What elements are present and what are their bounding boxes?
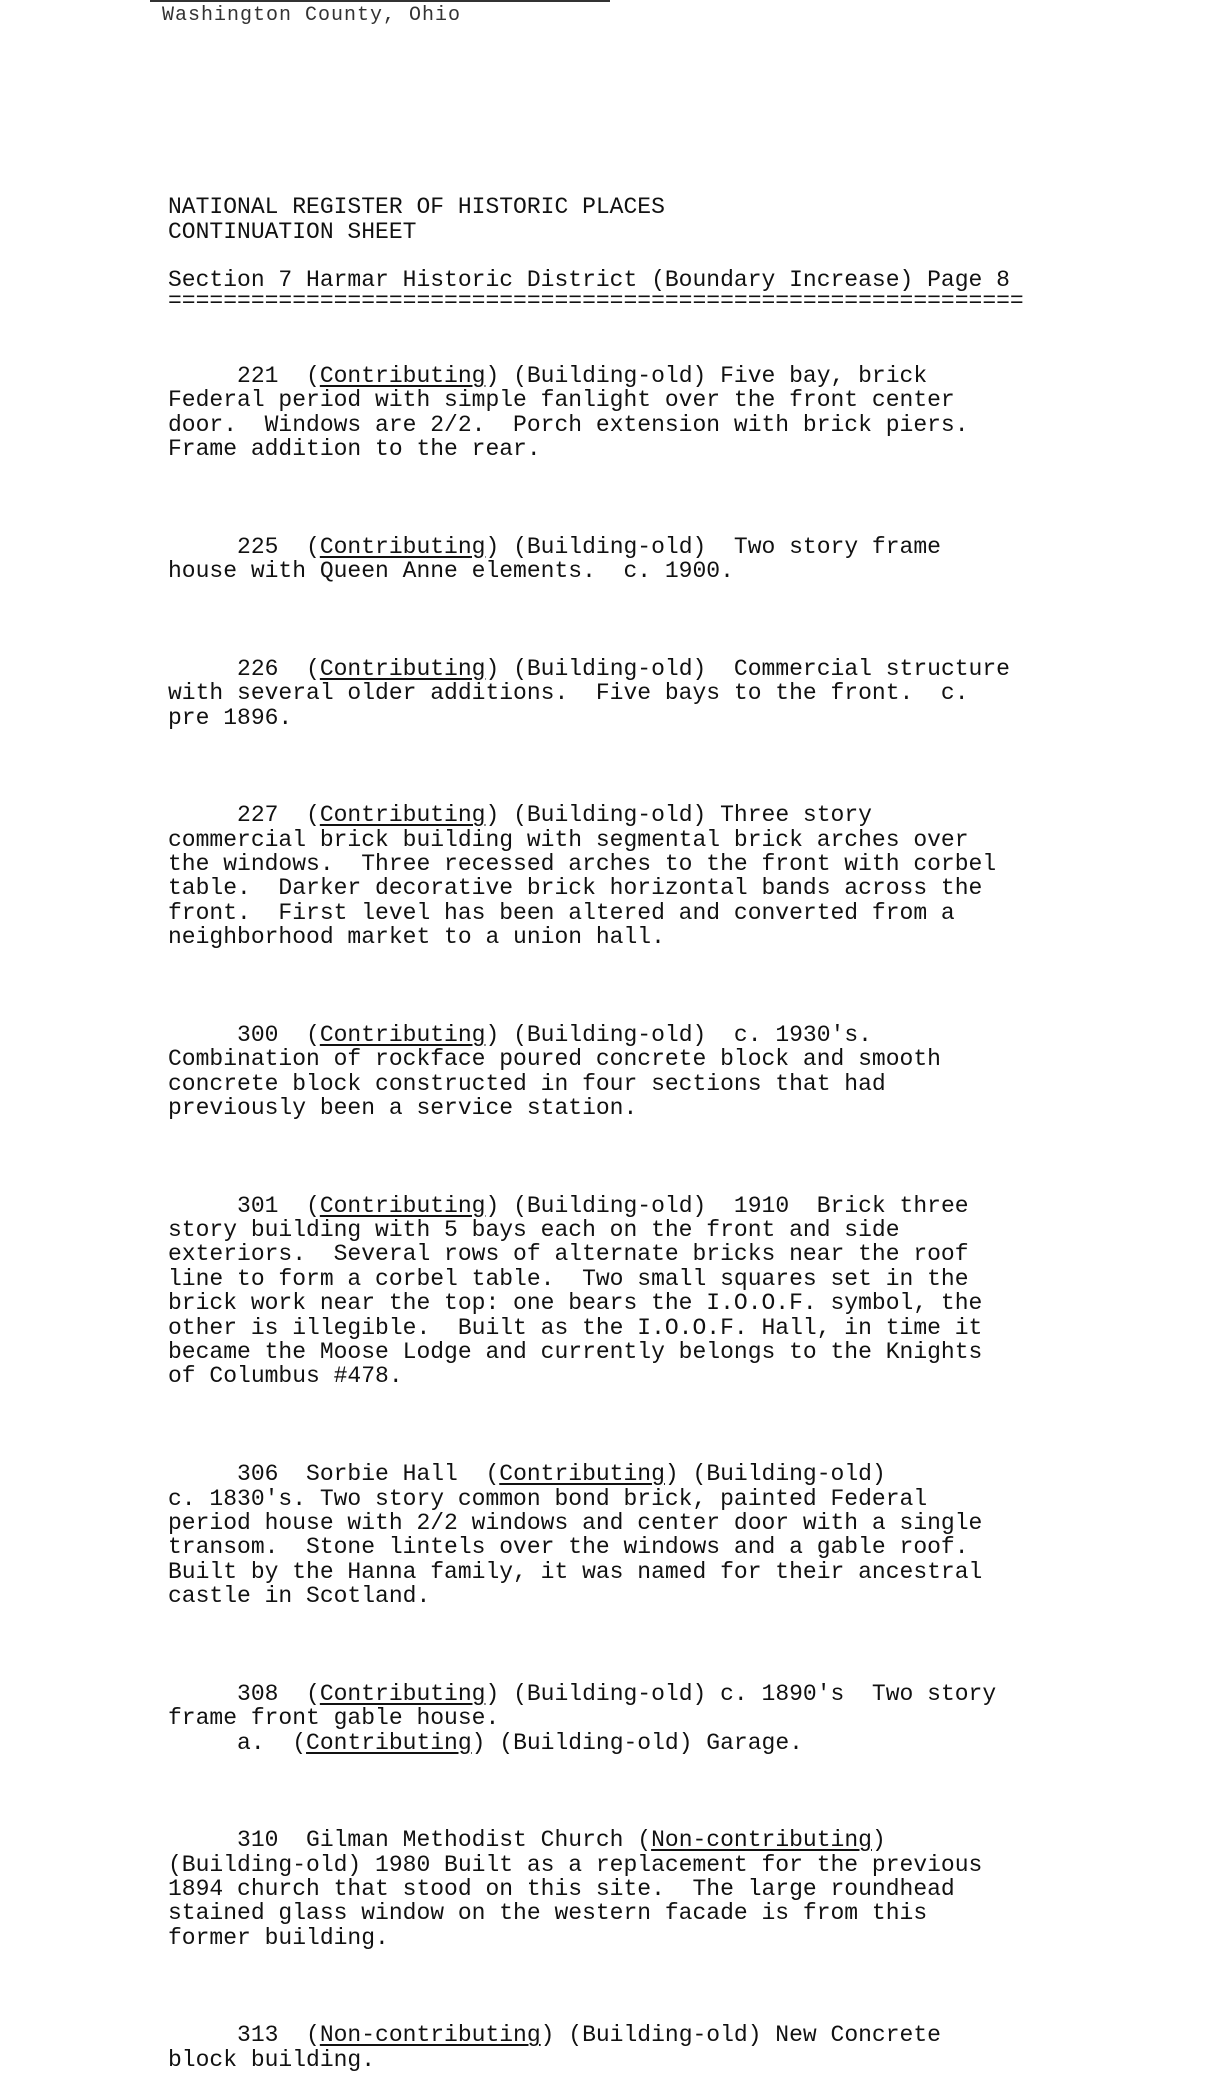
- entry-221: [168, 364, 1010, 462]
- entry-text: ) (Building-old) 1910 Brick three: [485, 1192, 969, 1219]
- county-header: Washington County, Ohio: [162, 4, 462, 27]
- entry-301: [168, 1194, 1010, 1389]
- entry-line: [168, 1194, 1010, 1218]
- entry-line: exteriors. Several rows of alternate bricks near the roof: [168, 1241, 969, 1268]
- entry-line: house with Queen Anne elements. c. 1900.: [168, 558, 734, 585]
- entry-line: castle in Scotland.: [168, 1583, 431, 1610]
- entry-line: became the Moose Lodge and currently belongs to the Knights: [168, 1339, 983, 1366]
- entry-line: Frame addition to the rear.: [168, 436, 541, 463]
- entry-227: [168, 803, 1010, 949]
- entry-text: 301 (: [168, 1192, 320, 1219]
- entry-line: door. Windows are 2/2. Porch extension with brick piers.: [168, 411, 969, 438]
- entry-line: commercial brick building with segmental brick arches over: [168, 826, 969, 853]
- entry-308: [168, 1682, 1010, 1755]
- entry-310: [168, 1828, 1010, 1950]
- entry-line: [168, 364, 1010, 388]
- entry-line: neighborhood market to a union hall.: [168, 924, 665, 951]
- entry-text: ) (Building-old): [664, 1461, 886, 1488]
- entry-line: [168, 657, 1010, 681]
- entry-line: frame front gable house.: [168, 1705, 500, 1732]
- entry-text: 310 Gilman Methodist Church (: [168, 1827, 652, 1854]
- entry-line: [168, 1023, 1010, 1047]
- entry-line: Built by the Hanna family, it was named for their ancestral: [168, 1558, 983, 1585]
- entry-text: 308 (: [168, 1680, 320, 1707]
- entry-line: [168, 1828, 1010, 1852]
- form-title: [168, 195, 665, 245]
- entry-line: transom. Stone lintels over the windows and a gable roof.: [168, 1534, 969, 1561]
- entry-line: [168, 1462, 1010, 1486]
- status-label: Contributing: [319, 802, 486, 829]
- entry-line: block building.: [168, 2046, 376, 2073]
- entry-line: of Columbus #478.: [168, 1363, 403, 1390]
- entry-line: other is illegible. Built as the I.O.O.F. Hall, in time it: [168, 1314, 983, 1341]
- entry-313: [168, 2023, 1010, 2072]
- entry-text: ) (Building-old) New Concrete: [540, 2022, 941, 2049]
- entry-line: line to form a corbel table. Two small squares set in the: [168, 1265, 969, 1292]
- status-label: Contributing: [319, 1680, 486, 1707]
- entry-line: previously been a service station.: [168, 1095, 638, 1121]
- entry-line: table. Darker decorative brick horizontal bands across the: [168, 875, 983, 902]
- form-title-line-2: CONTINUATION SHEET: [168, 219, 417, 245]
- entry-line: Combination of rockface poured concrete block and smooth: [168, 1046, 941, 1073]
- entry-line: concrete block constructed in four sections that had: [168, 1070, 886, 1097]
- top-border-line: [150, 0, 610, 2]
- entry-text: ) (Building-old) c. 1890's Two story: [485, 1680, 997, 1707]
- entry-text: ) (Building-old) Garage.: [471, 1729, 803, 1756]
- status-label: Contributing: [319, 1192, 486, 1219]
- status-label: Contributing: [499, 1461, 665, 1488]
- entry-300: [168, 1023, 1010, 1121]
- entry-text: 227 (: [168, 802, 320, 829]
- form-title-line-1: NATIONAL REGISTER OF HISTORIC PLACES: [168, 194, 665, 220]
- entry-text: ) (Building-old) Commercial structure: [485, 655, 1010, 682]
- entry-text: 300 (: [168, 1021, 320, 1048]
- entry-line: 1894 church that stood on this site. The large roundhead: [168, 1876, 955, 1902]
- entry-line: c. 1830's. Two story common bond brick, painted Federal: [168, 1485, 928, 1512]
- entry-text: ): [871, 1827, 886, 1854]
- entry-text: ) (Building-old) Three story: [485, 802, 872, 829]
- entry-text: ) (Building-old) c. 1930's.: [485, 1021, 872, 1048]
- header-rule: ==============================================================: [168, 291, 1024, 311]
- entry-226: [168, 657, 1010, 730]
- entry-line: [168, 1731, 1010, 1755]
- entry-line: Federal period with simple fanlight over the front center: [168, 387, 955, 414]
- entry-line: brick work near the top: one bears the I.O.O.F. symbol, the: [168, 1290, 983, 1317]
- entry-line: former building.: [168, 1924, 389, 1951]
- entry-line: stained glass window on the western facade is from this: [168, 1900, 928, 1927]
- status-label: Non-contributing: [319, 2022, 541, 2049]
- status-label: Contributing: [319, 1021, 486, 1048]
- entry-306: [168, 1462, 1010, 1608]
- section-line: Section 7 Harmar Historic District (Boundary Increase) Page 8: [168, 267, 1010, 293]
- entry-225: [168, 535, 1010, 584]
- status-label: Contributing: [306, 1729, 472, 1756]
- entry-line: (Building-old) 1980 Built as a replacement for the previous: [168, 1851, 983, 1878]
- entry-line: period house with 2/2 windows and center door with a single: [168, 1509, 983, 1536]
- entry-line: with several older additions. Five bays to the front. c.: [168, 680, 969, 707]
- entry-line: front. First level has been altered and converted from a: [168, 899, 955, 926]
- entry-text: ) (Building-old) Five bay, brick: [485, 362, 928, 389]
- entry-text: 226 (: [168, 655, 320, 682]
- entry-line: the windows. Three recessed arches to the front with corbel: [168, 850, 997, 877]
- entry-text: 225 (: [168, 533, 320, 560]
- status-label: Contributing: [319, 533, 486, 560]
- entry-text: 221 (: [168, 362, 320, 389]
- status-label: Contributing: [319, 362, 486, 389]
- entry-text: 313 (: [168, 2022, 320, 2049]
- status-label: Non-contributing: [651, 1827, 872, 1854]
- entry-text: 306 Sorbie Hall (: [168, 1461, 500, 1488]
- entry-line: [168, 803, 1010, 827]
- entry-line: pre 1896.: [168, 704, 293, 731]
- entry-line: [168, 1682, 1010, 1706]
- entry-text: ) (Building-old) Two story frame: [485, 533, 941, 560]
- document-body: [168, 315, 1010, 2097]
- entry-line: story building with 5 bays each on the front and side: [168, 1217, 900, 1244]
- entry-line: [168, 2023, 1010, 2047]
- entry-line: [168, 535, 1010, 559]
- entry-text: a. (: [168, 1729, 307, 1756]
- status-label: Contributing: [319, 655, 486, 682]
